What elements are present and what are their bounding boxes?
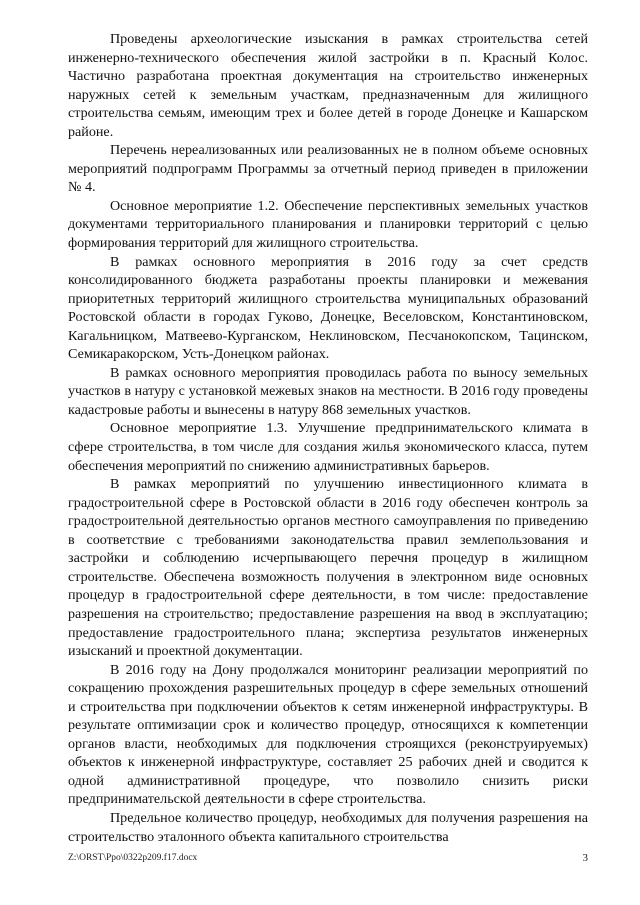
- page-number: 3: [582, 852, 588, 864]
- paragraph-unrealized-list: Перечень нереализованных или реализованных не в полном объеме основных мероприятий подпрограмм Программы за отчетный период приведен в приложении № 4.: [68, 142, 588, 196]
- paragraph-investment-climate: В рамках мероприятий по улучшению инвестиционного климата в градостроительной сфере в Ростовской области в 2016 году обеспечен контроль за градостроительной деятельностью органов местного самоуправления по приведению в соответствие с требованиями законодательства правил землепользования и застройки и соблюдению исчерпывающего перечня процедур в жилищном строительстве. Обеспечена возможность получения в электронном виде основных процедур в градостроительной сфере деятельности, в том числе: предоставление разрешения на строительство; предоставление разрешения на ввод в эксплуатацию; предоставление градостроительного плана; экспертиза результатов инженерных изысканий и проектной документации.: [68, 476, 588, 660]
- paragraph-archaeology: Проведены археологические изыскания в рамках строительства сетей инженерно-технического обеспечения жилой застройки в п. Красный Колос. Частично разработана проектная документация на строительство инженерных наружных сетей к земельным участкам, предназначенным для жилищного строительства семьям, имеющим трех и более детей в городе Донецке и Кашарском районе.: [68, 31, 588, 140]
- paragraph-procedures-limit: Предельное количество процедур, необходимых для получения разрешения на строительство эталонного объекта капитального строительства: [68, 809, 588, 845]
- footer-file-path: Z:\ORST\Ppo\0322p209.f17.docx: [68, 853, 198, 863]
- paragraph-land-plots: В рамках основного мероприятия проводилась работа по выносу земельных участков в натуру с установкой межевых знаков на местности. В 2016 году проведены кадастровые работы и вынесены в натуру 868 земельных участков.: [68, 364, 588, 418]
- paragraph-measure-1-2: Основное мероприятие 1.2. Обеспечение перспективных земельных участков документами территориального планирования и планировки территорий с целью формирования территорий для жилищного строительства.: [68, 197, 588, 252]
- paragraph-monitoring: В 2016 году на Дону продолжался мониторинг реализации мероприятий по сокращению прохождения разрешительных процедур в сфере земельных отношений и строительства при подключении объектов к сетям инженерной инфраструктуры. В результате оптимизации срок и количество процедур, относящихся к компетенции органов власти, необходимых для подключения строящихся (реконструируемых) объектов к инженерной инфраструктуре, составляет 25 рабочих дней и сводится к одной административной процедуре, что позволило снизить риски предпринимательской деятельности в сфере строительства.: [68, 661, 588, 808]
- paragraph-measure-1-3: Основное мероприятие 1.3. Улучшение предпринимательского климата в сфере строительства, в том числе для создания жилья экономического класса, путем обеспечения мероприятий по снижению административных барьеров.: [68, 420, 588, 474]
- paragraph-planning-projects: В рамках основного мероприятия в 2016 году за счет средств консолидированного бюджета разработаны проекты планировки и межевания приоритетных территорий жилищного строительства муниципальных образований Ростовской области в городах Гуково, Донецке, Веселовском, Константиновском, Кагальницком, Матвеево-Курганском, Неклиновском, Песчанокопском, Тацинском, Семикаракорском, Усть-Донецком районах.: [68, 253, 588, 363]
- document-body: [68, 30, 588, 846]
